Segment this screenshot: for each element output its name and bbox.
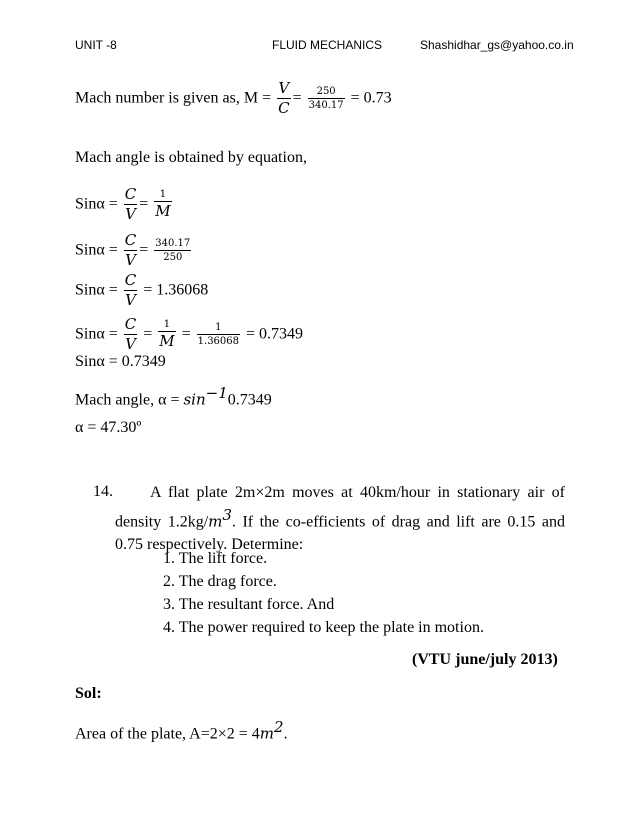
equals-sign: = xyxy=(292,89,302,107)
fraction-numerator: C xyxy=(124,232,137,251)
area-exponent: 2 xyxy=(274,718,284,736)
problem-statement xyxy=(115,481,565,556)
sin-equation-4 xyxy=(75,316,303,354)
equation-rhs: = 1.36068 xyxy=(143,281,209,299)
problem-item-4: 4. The power required to keep the plate in motion. xyxy=(163,619,484,636)
inverse-exponent: −1 xyxy=(205,384,228,402)
fraction-denominator: V xyxy=(125,335,136,354)
sin-equation-1 xyxy=(75,186,174,224)
fraction-1-over-m xyxy=(154,189,171,221)
problem-text-part1: A flat plate 2m×2m moves at 40km/hour in stationary air of density 1.2kg/ xyxy=(115,484,565,531)
area-variable: m xyxy=(259,724,275,743)
fraction-denominator: M xyxy=(159,332,175,351)
fraction-v-over-c xyxy=(277,80,290,118)
header-email: Shashidhar_gs@yahoo.co.in xyxy=(420,38,574,52)
mach-angle-equation xyxy=(75,386,272,408)
equals-sign: = xyxy=(181,325,191,343)
equation-lhs: Mach angle, α = xyxy=(75,391,180,409)
problem-item-2: 2. The drag force. xyxy=(163,573,277,590)
fraction-c-over-v xyxy=(124,316,137,354)
mach-number-equation xyxy=(75,80,392,118)
sin-result: Sinα = 0.7349 xyxy=(75,353,166,370)
problem-source: (VTU june/july 2013) xyxy=(412,651,558,668)
mach-number-prefix: Mach number is given as, M = xyxy=(75,89,272,107)
area-suffix: . xyxy=(283,725,288,743)
fraction-c-over-v xyxy=(124,232,137,270)
problem-item-1: 1. The lift force. xyxy=(163,550,268,567)
equals-sign: = xyxy=(139,195,149,213)
problem-item-3: 3. The resultant force. And xyxy=(163,596,335,613)
mach-number-result: = 0.73 xyxy=(350,89,392,107)
problem-number: 14. xyxy=(93,483,113,500)
fraction-numerator: 250 xyxy=(308,86,345,100)
sin-equation-3 xyxy=(75,272,208,310)
fraction-denominator: V xyxy=(125,205,136,224)
fraction-denominator: V xyxy=(125,291,136,310)
mach-angle-intro: Mach angle is obtained by equation, xyxy=(75,149,307,166)
unit-variable: m xyxy=(208,512,223,531)
fraction-numerator: 1 xyxy=(158,319,175,333)
fraction-numerator: 1 xyxy=(197,322,240,336)
fraction-c-over-v xyxy=(124,186,137,224)
header-subject: FLUID MECHANICS xyxy=(272,38,383,52)
equation-lhs: Sinα = xyxy=(75,241,118,259)
sin-equation-2 xyxy=(75,232,193,270)
fraction-denominator: 340.17 xyxy=(308,100,344,112)
fraction-denominator: 250 xyxy=(163,252,183,264)
fraction-numerator: 1 xyxy=(154,189,171,203)
problem-text-part2: . If the co-efficients of drag and lift are 0.15 and 0.75 respectively. Determine: xyxy=(115,513,565,554)
equation-rhs: = 0.7349 xyxy=(246,325,304,343)
equation-lhs: Sinα = xyxy=(75,195,118,213)
fraction-c-over-v xyxy=(124,272,137,310)
equation-lhs: Sinα = xyxy=(75,325,118,343)
fraction-denominator: M xyxy=(155,202,171,221)
area-equation xyxy=(75,720,288,742)
fraction-numerator: 340.17 xyxy=(154,238,191,252)
fraction-denominator: C xyxy=(278,99,290,118)
fraction-denominator: 1.36068 xyxy=(197,336,240,348)
sin-function: sin xyxy=(183,390,206,409)
equals-sign: = xyxy=(143,325,153,343)
equals-sign: = xyxy=(139,241,149,259)
fraction-1-over-1-36068 xyxy=(197,322,240,348)
alpha-result: α = 47.30º xyxy=(75,419,142,436)
unit-exponent: 3 xyxy=(222,506,232,524)
fraction-denominator: V xyxy=(125,251,136,270)
fraction-1-over-m xyxy=(158,319,175,351)
equation-lhs: Sinα = xyxy=(75,281,118,299)
fraction-250-over-340 xyxy=(308,86,345,112)
equation-value: 0.7349 xyxy=(227,391,272,409)
fraction-numerator: C xyxy=(124,316,137,335)
fraction-numerator: C xyxy=(124,272,137,291)
fraction-numerator: C xyxy=(124,186,137,205)
area-prefix: Area of the plate, A=2×2 = 4 xyxy=(75,725,260,743)
solution-label: Sol: xyxy=(75,685,102,702)
fraction-340-over-250 xyxy=(154,238,191,264)
fraction-numerator: V xyxy=(277,80,290,99)
header-unit: UNIT -8 xyxy=(75,38,117,52)
